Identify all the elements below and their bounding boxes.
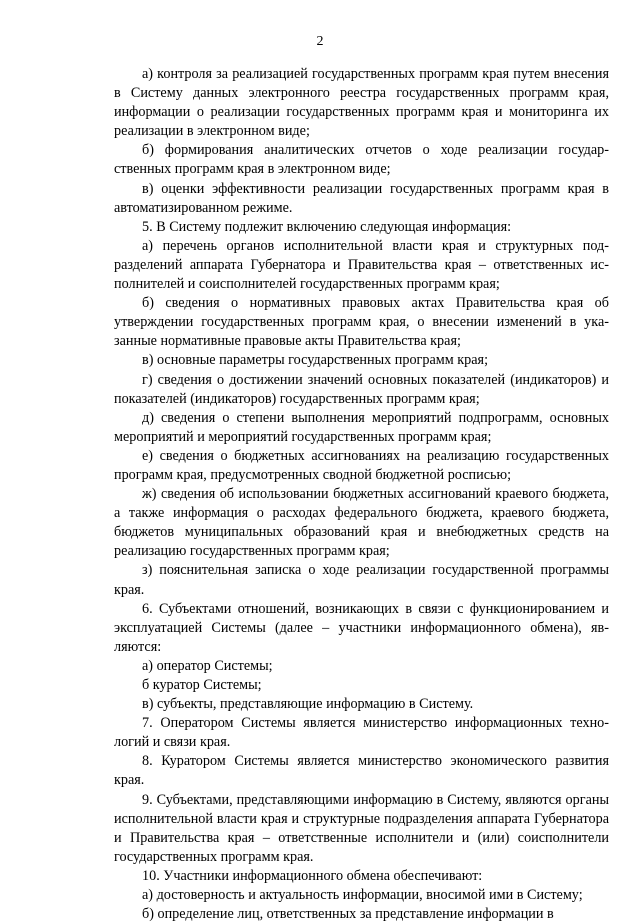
section-10-item-a: а) достоверность и актуальность информации, вносимой ими в Систему; — [142, 887, 583, 904]
section-5-item-b: б) сведения о нормативных правовых актах Правительства края об утверждении государственных программ края, о внесении изменений в указанные нормативные правовые акты Правительства края; — [114, 295, 609, 350]
section-5-item-v: в) основные параметры государственных программ края; — [142, 352, 489, 369]
section-6-item-a: а) оператор Системы; — [142, 657, 273, 674]
section-5-item-a: а) перечень органов исполнительной власти края и структурных подразделений аппарата Губернатора и Правительства края – ответственных исполнителей и соисполнителей государственных программ края; — [114, 237, 609, 293]
section-5-item-z: з) пояснительная записка о ходе реализации государственной программы края. — [114, 562, 609, 598]
section-5-heading: 5. В Систему подлежит включению следующая информация: — [142, 218, 512, 235]
paragraph-b-reports: б) формирования аналитических отчетов о ходе реализации государственных программ края в электронном виде; — [114, 142, 609, 178]
section-5-item-d: д) сведения о степени выполнения мероприятий подпрограмм, основных мероприятий и мероприятий государственных программ края; — [114, 409, 609, 445]
page-number: 2 — [316, 34, 324, 49]
section-5-item-zh: ж) сведения об использовании бюджетных ассигнований краевого бюджета, а также информация о расходах федерального бюджета, краевого бюджета, бюджетов муниципальных образований края и внебюджетных средств на реализацию государственных программ края; — [114, 486, 609, 560]
section-6-item-v: в) субъекты, представляющие информацию в Систему. — [142, 696, 474, 713]
section-8: 8. Куратором Системы является министерство экономического развития края. — [114, 753, 609, 789]
paragraph-v-evaluation: в) оценки эффективности реализации государственных программ края в автоматизированном режиме. — [114, 180, 609, 216]
section-10-item-b: б) определение лиц, ответственных за представление информации в — [142, 906, 554, 923]
document-body — [114, 65, 609, 924]
section-10-heading: 10. Участники информационного обмена обеспечивают: — [142, 867, 483, 884]
section-6-heading: 6. Субъектами отношений, возникающих в связи с функционированием и эксплуатацией Системы (далее – участники информационного обмена), являются: — [114, 600, 609, 655]
section-5-item-g: г) сведения о достижении значений основных показателей (индикаторов) и показателей (индикаторов) государственных программ края; — [114, 371, 609, 407]
section-5-item-e: е) сведения о бюджетных ассигнованиях на реализацию государственных программ края, предусмотренных сводной бюджетной росписью; — [114, 447, 609, 483]
section-9: 9. Субъектами, представляющими информацию в Систему, являются органы исполнительной власти края и структурные подразделения аппарата Губернатора и Правительства края – ответственные исполнители и (или) соисполнители государственных программ края. — [114, 791, 609, 865]
section-6-item-b: б куратор Системы; — [142, 677, 262, 693]
section-7: 7. Оператором Системы является министерство информационных технологий и связи края. — [114, 715, 609, 751]
paragraph-a-control: а) контроля за реализацией государственных программ края путем внесения в Систему данных электронного реестра государственных программ края, информации о реализации государственных программ края и мониторинга их реализации в электронном виде; — [114, 66, 609, 140]
